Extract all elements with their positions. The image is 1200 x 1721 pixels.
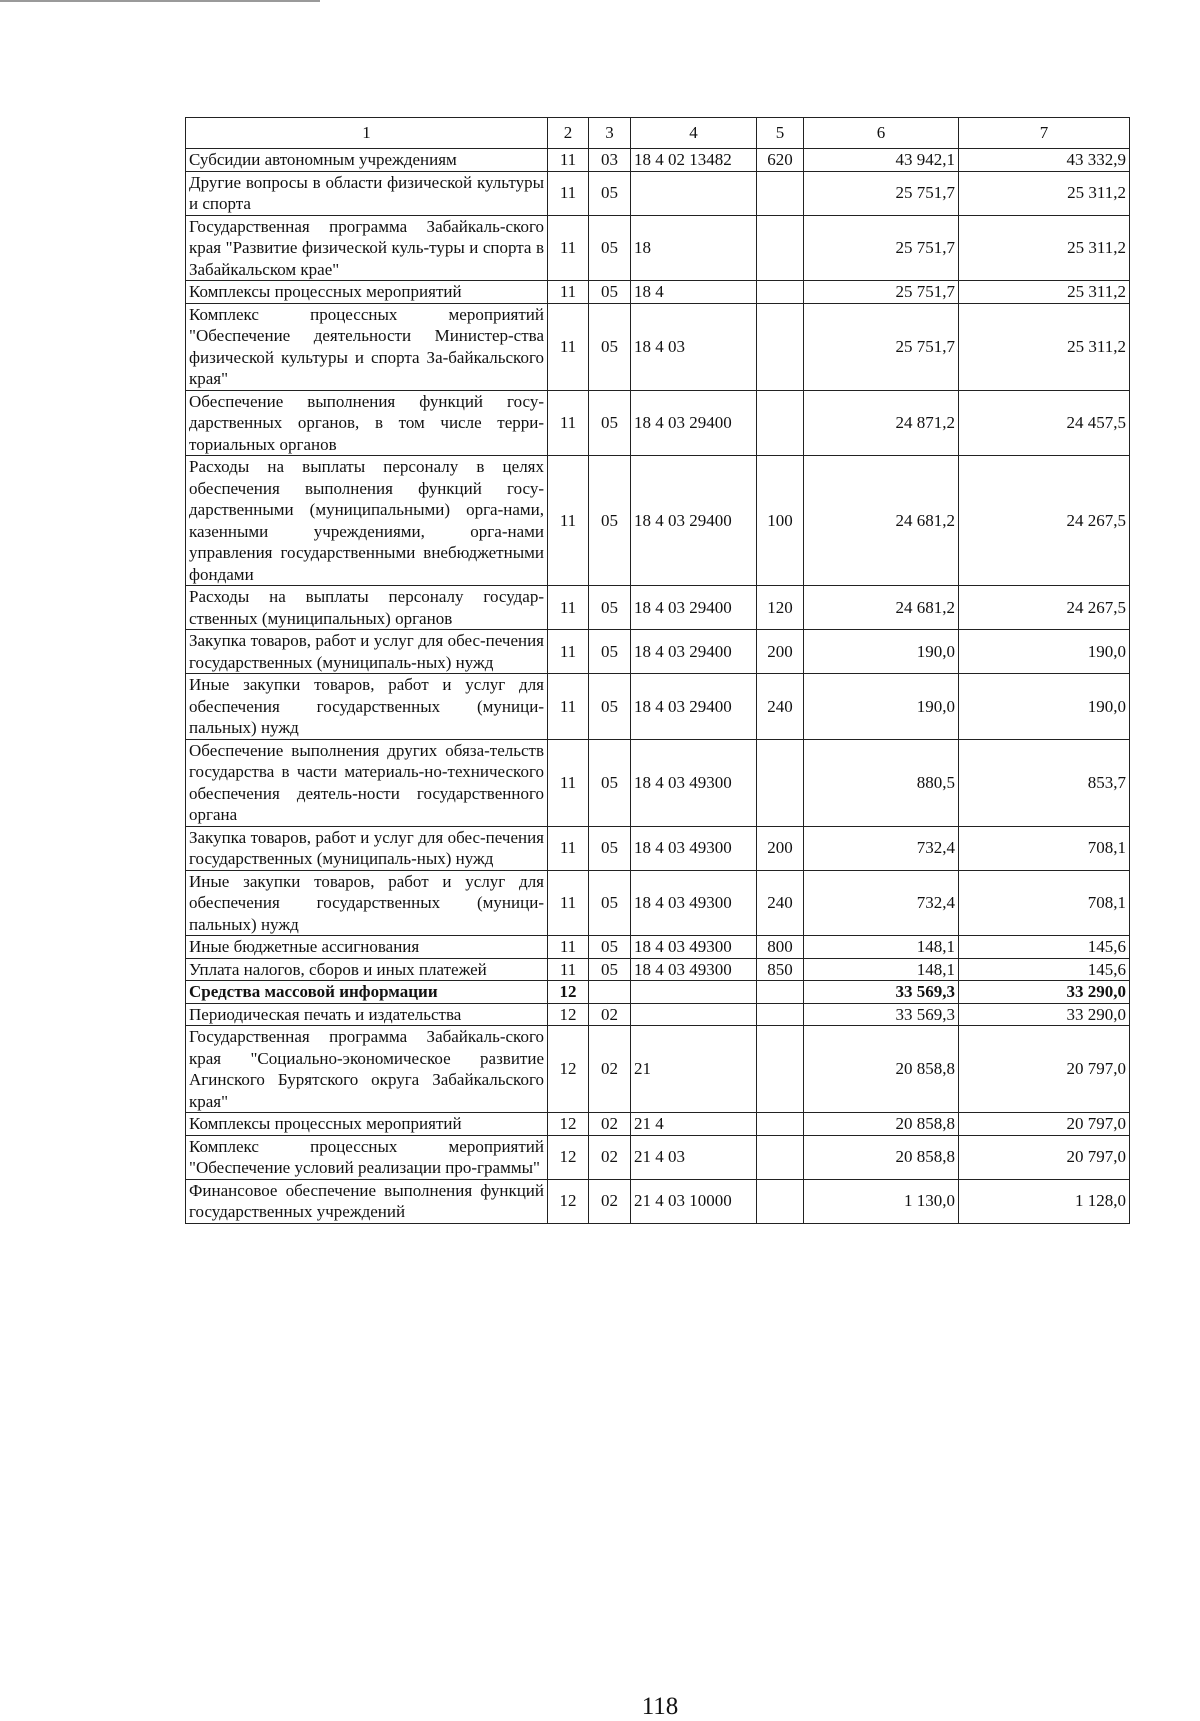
row-amount-2-cell: 708,1 xyxy=(959,870,1130,936)
table-row xyxy=(186,390,1130,456)
row-subsection-cell xyxy=(589,981,631,1004)
row-amount-1-cell: 880,5 xyxy=(804,739,959,826)
row-amount-1-cell: 190,0 xyxy=(804,674,959,740)
row-name-cell: Государственная программа Забайкаль-ского края "Развитие физической куль-туры и спорта в Забайкальском крае" xyxy=(186,215,548,281)
row-name-cell: Комплексы процессных мероприятий xyxy=(186,281,548,304)
table-row xyxy=(186,630,1130,674)
table-row xyxy=(186,281,1130,304)
row-subsection-cell: 02 xyxy=(589,1179,631,1223)
row-name-cell: Комплекс процессных мероприятий "Обеспечение деятельности Министер-ства физической культуры и спорта За-байкальского края" xyxy=(186,303,548,390)
row-target-code-cell: 18 4 03 29400 xyxy=(631,390,757,456)
row-amount-2-cell: 24 457,5 xyxy=(959,390,1130,456)
row-subsection-cell: 03 xyxy=(589,149,631,172)
row-expense-type-cell: 240 xyxy=(757,674,804,740)
row-target-code-cell: 18 4 03 49300 xyxy=(631,739,757,826)
row-amount-2-cell: 25 311,2 xyxy=(959,171,1130,215)
row-subsection-cell: 05 xyxy=(589,281,631,304)
row-amount-2-cell: 25 311,2 xyxy=(959,281,1130,304)
row-name-cell: Закупка товаров, работ и услуг для обес-печения государственных (муниципаль-ных) нужд xyxy=(186,630,548,674)
row-name-cell: Средства массовой информации xyxy=(186,981,548,1004)
row-target-code-cell xyxy=(631,1003,757,1026)
row-section-cell: 11 xyxy=(548,215,589,281)
row-section-cell: 11 xyxy=(548,958,589,981)
row-amount-1-cell: 33 569,3 xyxy=(804,1003,959,1026)
column-header-3: 3 xyxy=(589,118,631,149)
row-amount-1-cell: 25 751,7 xyxy=(804,171,959,215)
row-name-cell: Иные закупки товаров, работ и услуг для обеспечения государственных (муници-пальных) нужд xyxy=(186,870,548,936)
row-amount-1-cell: 43 942,1 xyxy=(804,149,959,172)
row-section-cell: 11 xyxy=(548,739,589,826)
row-target-code-cell: 18 4 03 29400 xyxy=(631,586,757,630)
table-row xyxy=(186,958,1130,981)
row-target-code-cell: 18 4 03 29400 xyxy=(631,674,757,740)
row-section-cell: 12 xyxy=(548,981,589,1004)
row-amount-1-cell: 25 751,7 xyxy=(804,281,959,304)
row-name-cell: Финансовое обеспечение выполнения функций государственных учреждений xyxy=(186,1179,548,1223)
row-subsection-cell: 05 xyxy=(589,630,631,674)
row-expense-type-cell xyxy=(757,1026,804,1113)
row-amount-2-cell: 190,0 xyxy=(959,674,1130,740)
row-expense-type-cell: 120 xyxy=(757,586,804,630)
row-subsection-cell: 05 xyxy=(589,171,631,215)
row-subsection-cell: 02 xyxy=(589,1026,631,1113)
table-row xyxy=(186,826,1130,870)
row-amount-1-cell: 24 871,2 xyxy=(804,390,959,456)
row-expense-type-cell xyxy=(757,981,804,1004)
row-amount-1-cell: 1 130,0 xyxy=(804,1179,959,1223)
row-section-cell: 11 xyxy=(548,390,589,456)
row-subsection-cell: 05 xyxy=(589,303,631,390)
scan-edge-line xyxy=(0,0,320,2)
row-expense-type-cell: 100 xyxy=(757,456,804,586)
row-section-cell: 11 xyxy=(548,674,589,740)
row-amount-2-cell: 145,6 xyxy=(959,936,1130,959)
row-amount-1-cell: 732,4 xyxy=(804,870,959,936)
row-subsection-cell: 05 xyxy=(589,215,631,281)
row-amount-1-cell: 20 858,8 xyxy=(804,1113,959,1136)
column-header-2: 2 xyxy=(548,118,589,149)
row-expense-type-cell: 850 xyxy=(757,958,804,981)
row-amount-2-cell: 190,0 xyxy=(959,630,1130,674)
row-subsection-cell: 05 xyxy=(589,870,631,936)
row-expense-type-cell: 620 xyxy=(757,149,804,172)
table-row xyxy=(186,456,1130,586)
row-expense-type-cell xyxy=(757,303,804,390)
row-target-code-cell: 18 4 03 29400 xyxy=(631,630,757,674)
row-name-cell: Государственная программа Забайкаль-ского края "Социально-экономическое развитие Агинского Бурятского округа Забайкальского края" xyxy=(186,1026,548,1113)
row-amount-1-cell: 148,1 xyxy=(804,936,959,959)
row-name-cell: Иные бюджетные ассигнования xyxy=(186,936,548,959)
row-section-cell: 12 xyxy=(548,1003,589,1026)
column-header-6: 6 xyxy=(804,118,959,149)
row-subsection-cell: 05 xyxy=(589,739,631,826)
row-expense-type-cell xyxy=(757,215,804,281)
column-header-5: 5 xyxy=(757,118,804,149)
row-amount-2-cell: 145,6 xyxy=(959,958,1130,981)
row-expense-type-cell: 200 xyxy=(757,826,804,870)
row-subsection-cell: 02 xyxy=(589,1003,631,1026)
row-name-cell: Другие вопросы в области физической культуры и спорта xyxy=(186,171,548,215)
table-row xyxy=(186,1003,1130,1026)
row-section-cell: 12 xyxy=(548,1135,589,1179)
row-target-code-cell: 21 xyxy=(631,1026,757,1113)
page-number xyxy=(0,1693,1200,1721)
row-target-code-cell: 18 4 03 29400 xyxy=(631,456,757,586)
budget-table xyxy=(185,117,1130,1224)
row-target-code-cell: 18 4 03 49300 xyxy=(631,826,757,870)
row-amount-2-cell: 33 290,0 xyxy=(959,981,1130,1004)
row-subsection-cell: 05 xyxy=(589,456,631,586)
row-amount-1-cell: 20 858,8 xyxy=(804,1135,959,1179)
row-subsection-cell: 02 xyxy=(589,1135,631,1179)
table-row xyxy=(186,149,1130,172)
row-section-cell: 12 xyxy=(548,1026,589,1113)
row-section-cell: 11 xyxy=(548,303,589,390)
row-name-cell: Обеспечение выполнения других обяза-тельств государства в части материаль-но-технического обеспечения деятель-ности государственного органа xyxy=(186,739,548,826)
row-expense-type-cell xyxy=(757,1135,804,1179)
row-expense-type-cell xyxy=(757,1113,804,1136)
table-row xyxy=(186,936,1130,959)
row-amount-2-cell: 25 311,2 xyxy=(959,215,1130,281)
row-section-cell: 11 xyxy=(548,826,589,870)
table-header-row xyxy=(186,118,1130,149)
row-expense-type-cell xyxy=(757,1179,804,1223)
row-amount-2-cell: 20 797,0 xyxy=(959,1135,1130,1179)
row-amount-2-cell: 43 332,9 xyxy=(959,149,1130,172)
row-expense-type-cell xyxy=(757,1003,804,1026)
row-target-code-cell: 21 4 03 xyxy=(631,1135,757,1179)
column-header-7: 7 xyxy=(959,118,1130,149)
row-expense-type-cell: 800 xyxy=(757,936,804,959)
row-target-code-cell: 18 xyxy=(631,215,757,281)
table-row xyxy=(186,303,1130,390)
row-name-cell: Уплата налогов, сборов и иных платежей xyxy=(186,958,548,981)
table-row xyxy=(186,1135,1130,1179)
table-row xyxy=(186,870,1130,936)
page-number-text: 118 xyxy=(641,1693,679,1720)
row-amount-2-cell: 20 797,0 xyxy=(959,1113,1130,1136)
row-expense-type-cell xyxy=(757,390,804,456)
row-amount-1-cell: 33 569,3 xyxy=(804,981,959,1004)
row-target-code-cell: 18 4 03 49300 xyxy=(631,936,757,959)
table-row xyxy=(186,739,1130,826)
row-subsection-cell: 05 xyxy=(589,586,631,630)
row-target-code-cell: 18 4 03 49300 xyxy=(631,870,757,936)
row-target-code-cell: 18 4 02 13482 xyxy=(631,149,757,172)
row-section-cell: 11 xyxy=(548,171,589,215)
row-target-code-cell: 18 4 03 xyxy=(631,303,757,390)
row-amount-1-cell: 148,1 xyxy=(804,958,959,981)
row-amount-2-cell: 708,1 xyxy=(959,826,1130,870)
row-name-cell: Расходы на выплаты персоналу государ-ственных (муниципальных) органов xyxy=(186,586,548,630)
row-amount-1-cell: 25 751,7 xyxy=(804,303,959,390)
table-row xyxy=(186,1026,1130,1113)
row-name-cell: Комплекс процессных мероприятий "Обеспечение условий реализации про-граммы" xyxy=(186,1135,548,1179)
table-row xyxy=(186,674,1130,740)
row-section-cell: 11 xyxy=(548,630,589,674)
row-target-code-cell xyxy=(631,981,757,1004)
row-subsection-cell: 05 xyxy=(589,674,631,740)
row-section-cell: 11 xyxy=(548,149,589,172)
row-name-cell: Комплексы процессных мероприятий xyxy=(186,1113,548,1136)
row-expense-type-cell xyxy=(757,171,804,215)
row-amount-2-cell: 24 267,5 xyxy=(959,586,1130,630)
row-amount-2-cell: 1 128,0 xyxy=(959,1179,1130,1223)
row-target-code-cell: 18 4 xyxy=(631,281,757,304)
row-section-cell: 11 xyxy=(548,281,589,304)
row-amount-2-cell: 33 290,0 xyxy=(959,1003,1130,1026)
row-expense-type-cell: 200 xyxy=(757,630,804,674)
table-row xyxy=(186,1113,1130,1136)
row-amount-1-cell: 25 751,7 xyxy=(804,215,959,281)
row-amount-2-cell: 20 797,0 xyxy=(959,1026,1130,1113)
column-header-1: 1 xyxy=(186,118,548,149)
row-amount-2-cell: 24 267,5 xyxy=(959,456,1130,586)
row-amount-1-cell: 190,0 xyxy=(804,630,959,674)
row-section-cell: 12 xyxy=(548,1179,589,1223)
row-section-cell: 11 xyxy=(548,936,589,959)
table-row xyxy=(186,171,1130,215)
row-amount-2-cell: 25 311,2 xyxy=(959,303,1130,390)
row-expense-type-cell xyxy=(757,739,804,826)
row-name-cell: Закупка товаров, работ и услуг для обес-печения государственных (муниципаль-ных) нужд xyxy=(186,826,548,870)
row-amount-1-cell: 20 858,8 xyxy=(804,1026,959,1113)
column-header-4: 4 xyxy=(631,118,757,149)
row-section-cell: 11 xyxy=(548,870,589,936)
row-name-cell: Расходы на выплаты персоналу в целях обеспечения выполнения функций госу-дарственными (муниципальными) орга-нами, казенными учреждениями, орга-нами управления государственными внебюджетными фондами xyxy=(186,456,548,586)
row-section-cell: 11 xyxy=(548,586,589,630)
row-subsection-cell: 05 xyxy=(589,958,631,981)
table-row xyxy=(186,981,1130,1004)
table-row xyxy=(186,1179,1130,1223)
row-name-cell: Иные закупки товаров, работ и услуг для обеспечения государственных (муници-пальных) нужд xyxy=(186,674,548,740)
row-subsection-cell: 05 xyxy=(589,936,631,959)
row-target-code-cell xyxy=(631,171,757,215)
table-row xyxy=(186,215,1130,281)
row-name-cell: Субсидии автономным учреждениям xyxy=(186,149,548,172)
row-expense-type-cell xyxy=(757,281,804,304)
row-subsection-cell: 05 xyxy=(589,390,631,456)
row-section-cell: 11 xyxy=(548,456,589,586)
row-subsection-cell: 05 xyxy=(589,826,631,870)
row-name-cell: Обеспечение выполнения функций госу-дарственных органов, в том числе терри-ториальных органов xyxy=(186,390,548,456)
table-body xyxy=(186,149,1130,1224)
row-amount-1-cell: 24 681,2 xyxy=(804,456,959,586)
row-amount-2-cell: 853,7 xyxy=(959,739,1130,826)
row-amount-1-cell: 24 681,2 xyxy=(804,586,959,630)
table-row xyxy=(186,586,1130,630)
row-target-code-cell: 18 4 03 49300 xyxy=(631,958,757,981)
row-section-cell: 12 xyxy=(548,1113,589,1136)
row-subsection-cell: 02 xyxy=(589,1113,631,1136)
row-amount-1-cell: 732,4 xyxy=(804,826,959,870)
row-target-code-cell: 21 4 xyxy=(631,1113,757,1136)
row-expense-type-cell: 240 xyxy=(757,870,804,936)
row-target-code-cell: 21 4 03 10000 xyxy=(631,1179,757,1223)
row-name-cell: Периодическая печать и издательства xyxy=(186,1003,548,1026)
